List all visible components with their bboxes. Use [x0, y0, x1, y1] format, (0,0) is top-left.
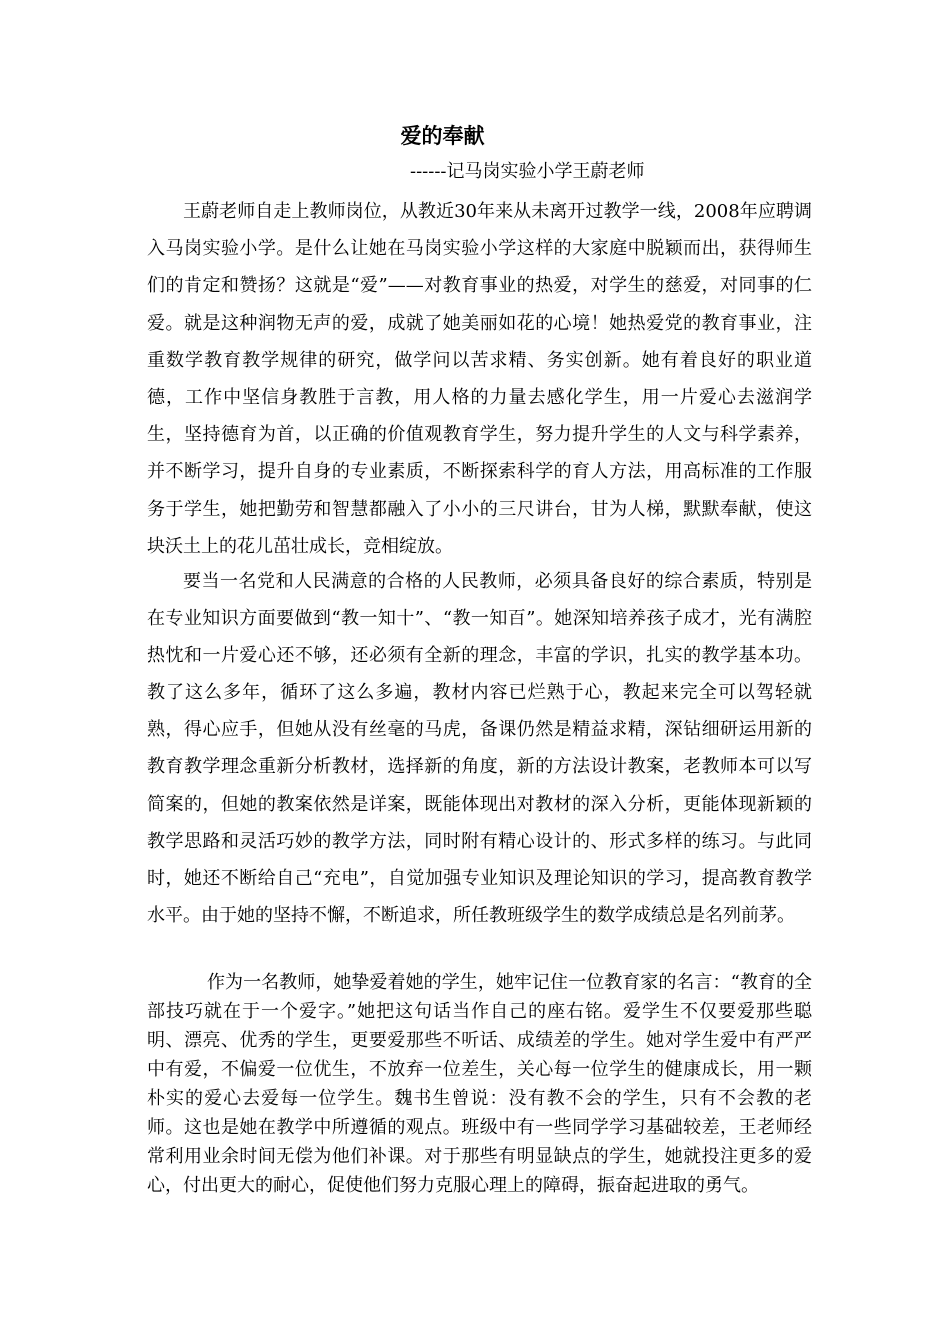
paragraph-3: 作为一名教师，她挚爱着她的学生，她牢记住一位教育家的名言：“教育的全部技巧就在于一个爱字。”她把这句话当作自己的座右铭。爱学生不仅要爱那些聪明、漂亮、优秀的学生，更要爱那些不听话、成绩差的学生。她对学生爱中有严严中有爱，不偏爱一位优生，不放弃一位差生，关心每一位学生的健康成长，用一颗朴实的爱心去爱每一位学生。魏书生曾说：没有教不会的学生，只有不会教的老师。这也是她在教学中所遵循的观点。班级中有一些同学学习基础较差，王老师经常利用业余时间无偿为他们补课。对于那些有明显缺点的学生，她就投注更多的爱心，付出更大的耐心，促使他们努力克服心理上的障碍，振奋起进取的勇气。 [147, 972, 812, 1196]
paragraph-2: 要当一名党和人民满意的合格的人民教师，必须具备良好的综合素质，特别是在专业知识方面要做到“教一知十”、“教一知百”。她深知培养孩子成才，光有满腔热忱和一片爱心还不够，还必须有全新的理念，丰富的学识，扎实的教学基本功。教了这么多年，循环了这么多遍，教材内容已烂熟于心，教起来完全可以驾轻就熟，得心应手，但她从没有丝毫的马虎，备课仍然是精益求精，深钻细研运用新的教育教学理念重新分析教材，选择新的角度，新的方法设计教案，老教师本可以写简案的，但她的教案依然是详案，既能体现出对教材的深入分析，更能体现新颖的教学思路和灵活巧妙的教学方法，同时附有精心设计的、形式多样的练习。与此同时，她还不断给自己“充电”，自觉加强专业知识及理论知识的学习，提高教育教学水平。由于她的坚持不懈，不断追求，所任教班级学生的数学成绩总是名列前茅。 [147, 571, 812, 926]
paragraph-1: 王蔚老师自走上教师岗位，从教近30年来从未离开过教学一线，2008年应聘调入马岗实验小学。是什么让她在马岗实验小学这样的大家庭中脱颖而出，获得师生们的肯定和赞扬？这就是“爱”——对教育事业的热爱，对学生的慈爱，对同事的仁爱。就是这种润物无声的爱，成就了她美丽如花的心境！她热爱党的教育事业，注重数学教育教学规律的研究，做学问以苦求精、务实创新。她有着良好的职业道德，工作中坚信身教胜于言教，用人格的力量去感化学生，用一片爱心去滋润学生，坚持德育为首，以正确的价值观教育学生，努力提升学生的人文与科学素养，并不断学习，提升自身的专业素质，不断探索科学的育人方法，用高标准的工作服务于学生，她把勤劳和智慧都融入了小小的三尺讲台，甘为人梯，默默奉献，使这块沃土上的花儿茁壮成长，竞相绽放。 [147, 201, 812, 557]
article-subtitle: ------记马岗实验小学王蔚老师 [410, 161, 645, 182]
article-title: 爱的奉献 [400, 124, 485, 148]
